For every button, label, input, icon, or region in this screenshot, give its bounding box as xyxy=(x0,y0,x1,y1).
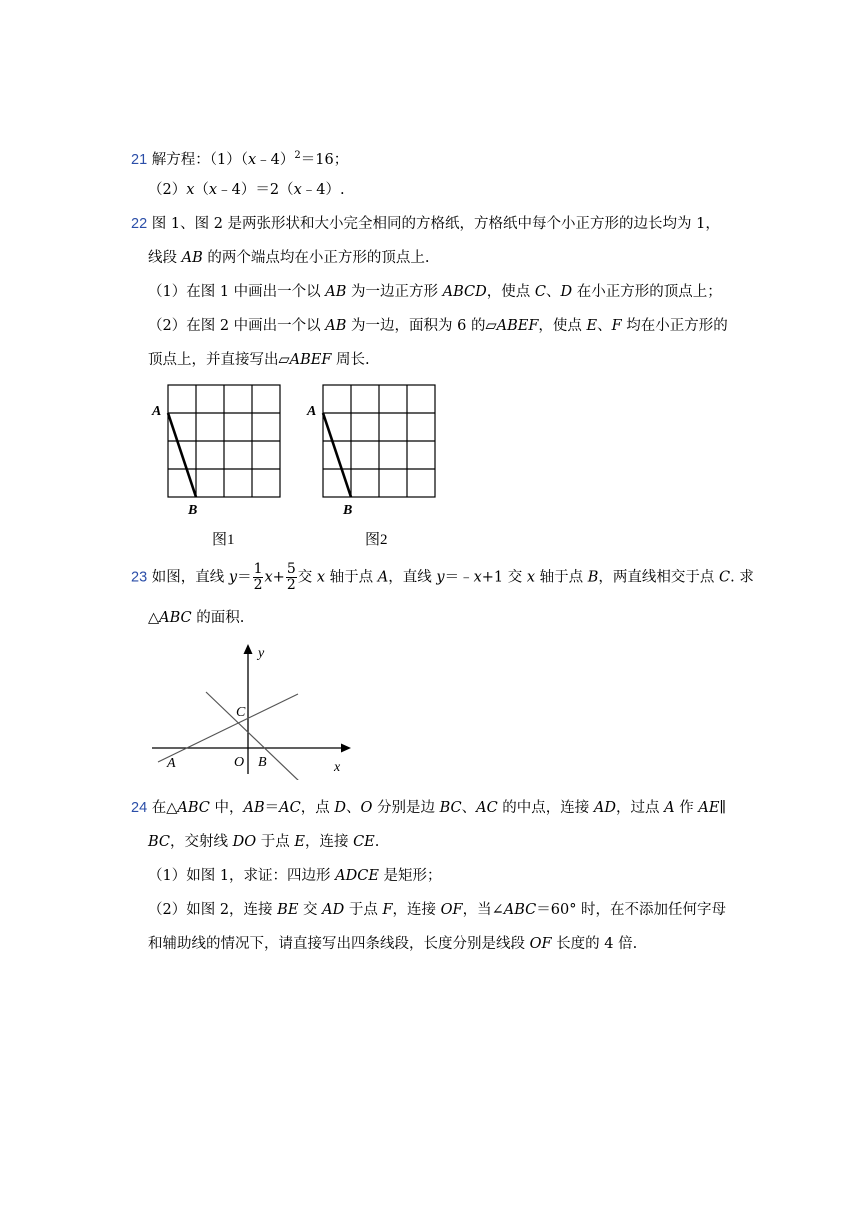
segment-ab xyxy=(323,413,351,497)
figure-caption: 图2 xyxy=(365,532,388,548)
q21-number: 21 xyxy=(131,151,148,168)
y-axis-label: y xyxy=(258,646,265,661)
parallelogram-symbol: ▱ xyxy=(278,352,290,368)
q22-figure-1 xyxy=(148,380,288,550)
point-a-label: A xyxy=(152,404,162,419)
line-through-a-and-c xyxy=(158,694,298,762)
point-b-label: B xyxy=(188,503,198,518)
q24-part1: （1）如图 1，求证：四边形 ADCE 是矩形； xyxy=(148,868,442,884)
fraction-five-halves: $\frac{5}{2}$ xyxy=(286,561,296,593)
origin-label: O xyxy=(234,755,245,770)
y-axis-arrow xyxy=(244,644,253,654)
q22-part1: （1）在图 1 中画出一个以 AB 为一边正方形 ABCD，使点 C、D 在小正方形的顶点上； xyxy=(148,284,722,300)
q23-line1: 23 如图，直线 y＝ $\frac{1}{2}$ x+ $\frac{5}{2}$ 交 x 轴于点 A，直线 y＝﹣x+1 交 x 轴于点 B，两直线相交于点 C. 求 xyxy=(131,561,754,593)
q22-number: 22 xyxy=(131,216,148,232)
q24-part2-line2: 和辅助线的情况下，请直接写出四条线段，长度分别是线段 OF 长度的 4 倍. xyxy=(148,936,638,952)
q24-line2: BC，交射线 DO 于点 E，连接 CE. xyxy=(148,834,380,850)
point-c-label: C xyxy=(236,705,246,720)
q22-line2: 线段 AB 的两个端点均在小正方形的顶点上. xyxy=(148,250,430,266)
q22-line1: 22 图 1、图 2 是两张形状和大小完全相同的方格纸，方格纸中每个小正方形的边长均为 1， xyxy=(131,216,720,232)
line-through-b-and-c xyxy=(206,692,300,780)
q23-coordinate-figure xyxy=(148,640,358,780)
q24-number: 24 xyxy=(131,800,148,816)
x-axis-arrow xyxy=(341,744,351,753)
q24-part2-line1: （2）如图 2，连接 BE 交 AD 于点 F，连接 OF，当∠ABC＝60° 时，在不添加任何字母 xyxy=(148,902,727,918)
parallelogram-symbol: ▱ xyxy=(485,318,497,334)
point-a-label: A xyxy=(307,404,317,419)
q23-line2: △ABC 的面积. xyxy=(148,610,245,626)
point-b-label: B xyxy=(343,503,353,518)
x-axis-label: x xyxy=(334,760,341,775)
q22-figure-2 xyxy=(303,380,443,550)
q22-part2-line1: （2）在图 2 中画出一个以 AB 为一边，面积为 6 的▱ABEF，使点 E、F 均在小正方形的 xyxy=(148,318,728,334)
fraction-one-half: $\frac{1}{2}$ xyxy=(253,561,263,593)
q21-line1: 21 解方程：（1）（x﹣4）$^2$＝16； xyxy=(131,150,349,168)
point-b-label: B xyxy=(258,755,267,770)
q21-part2: （2）x（x﹣4）＝2（x﹣4）. xyxy=(148,182,345,198)
figure-caption: 图1 xyxy=(212,532,235,548)
segment-ab xyxy=(168,413,196,497)
q23-number: 23 xyxy=(131,569,148,586)
q22-part2-line2: 顶点上，并直接写出▱ABEF 周长. xyxy=(148,352,370,368)
point-a-label: A xyxy=(167,756,176,771)
q24-line1: 24 在△ABC 中，AB＝AC，点 D、O 分别是边 BC、AC 的中点，连接 AD，过点 A 作 AE∥ xyxy=(131,800,727,816)
